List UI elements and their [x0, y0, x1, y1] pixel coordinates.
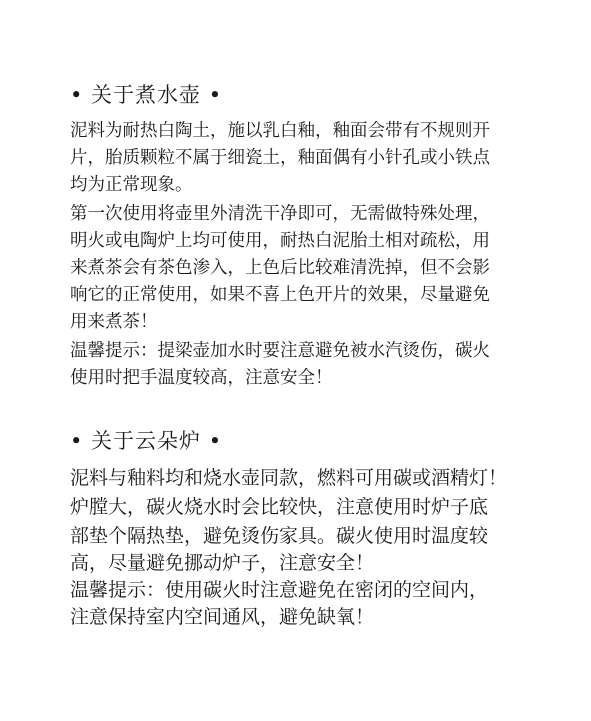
text-line: 泥料与釉料均和烧水壶同款，燃料可用碳或酒精灯！: [70, 467, 508, 489]
text-line: 使用时把手温度较高，注意安全！: [70, 368, 333, 388]
text-line: 泥料为耐热白陶土，施以乳白釉，釉面会带有不规则开: [70, 121, 490, 141]
text-line: 温馨提示：提梁壶加水时要注意避免被水汽烫伤，碳火: [70, 341, 490, 361]
text-line: 均为正常现象。: [70, 175, 193, 195]
text-line: 明火或电陶炉上均可使用，耐热白泥胎土相对疏松，用: [70, 231, 490, 251]
section-heading-cloud-stove: • 关于云朵炉 •: [70, 429, 223, 453]
text-line: 高，尽量避免挪动炉子，注意安全！: [70, 552, 375, 574]
text-line: 用来煮茶！: [70, 312, 158, 332]
text-line: 第一次使用将壶里外清洗干净即可，无需做特殊处理，: [70, 204, 490, 224]
section-heading-kettle: • 关于煮水壶 •: [70, 83, 223, 107]
text-line: 温馨提示：使用碳火时注意避免在密闭的空间内，: [70, 579, 489, 601]
text-line: 来煮茶会有茶色渗入，上色后比较难清洗掉，但不会影: [70, 258, 490, 278]
text-line: 部垫个隔热垫，避免烫伤家具。碳火使用时温度较: [70, 525, 489, 547]
text-line: 炉膛大，碳火烧水时会比较快，注意使用时炉子底: [70, 496, 489, 518]
text-line: 注意保持室内空间通风，避免缺氧！: [70, 606, 375, 628]
text-line: 响它的正常使用，如果不喜上色开片的效果，尽量避免: [70, 285, 490, 305]
text-line: 片，胎质颗粒不属于细瓷土，釉面偶有小针孔或小铁点: [70, 148, 490, 168]
